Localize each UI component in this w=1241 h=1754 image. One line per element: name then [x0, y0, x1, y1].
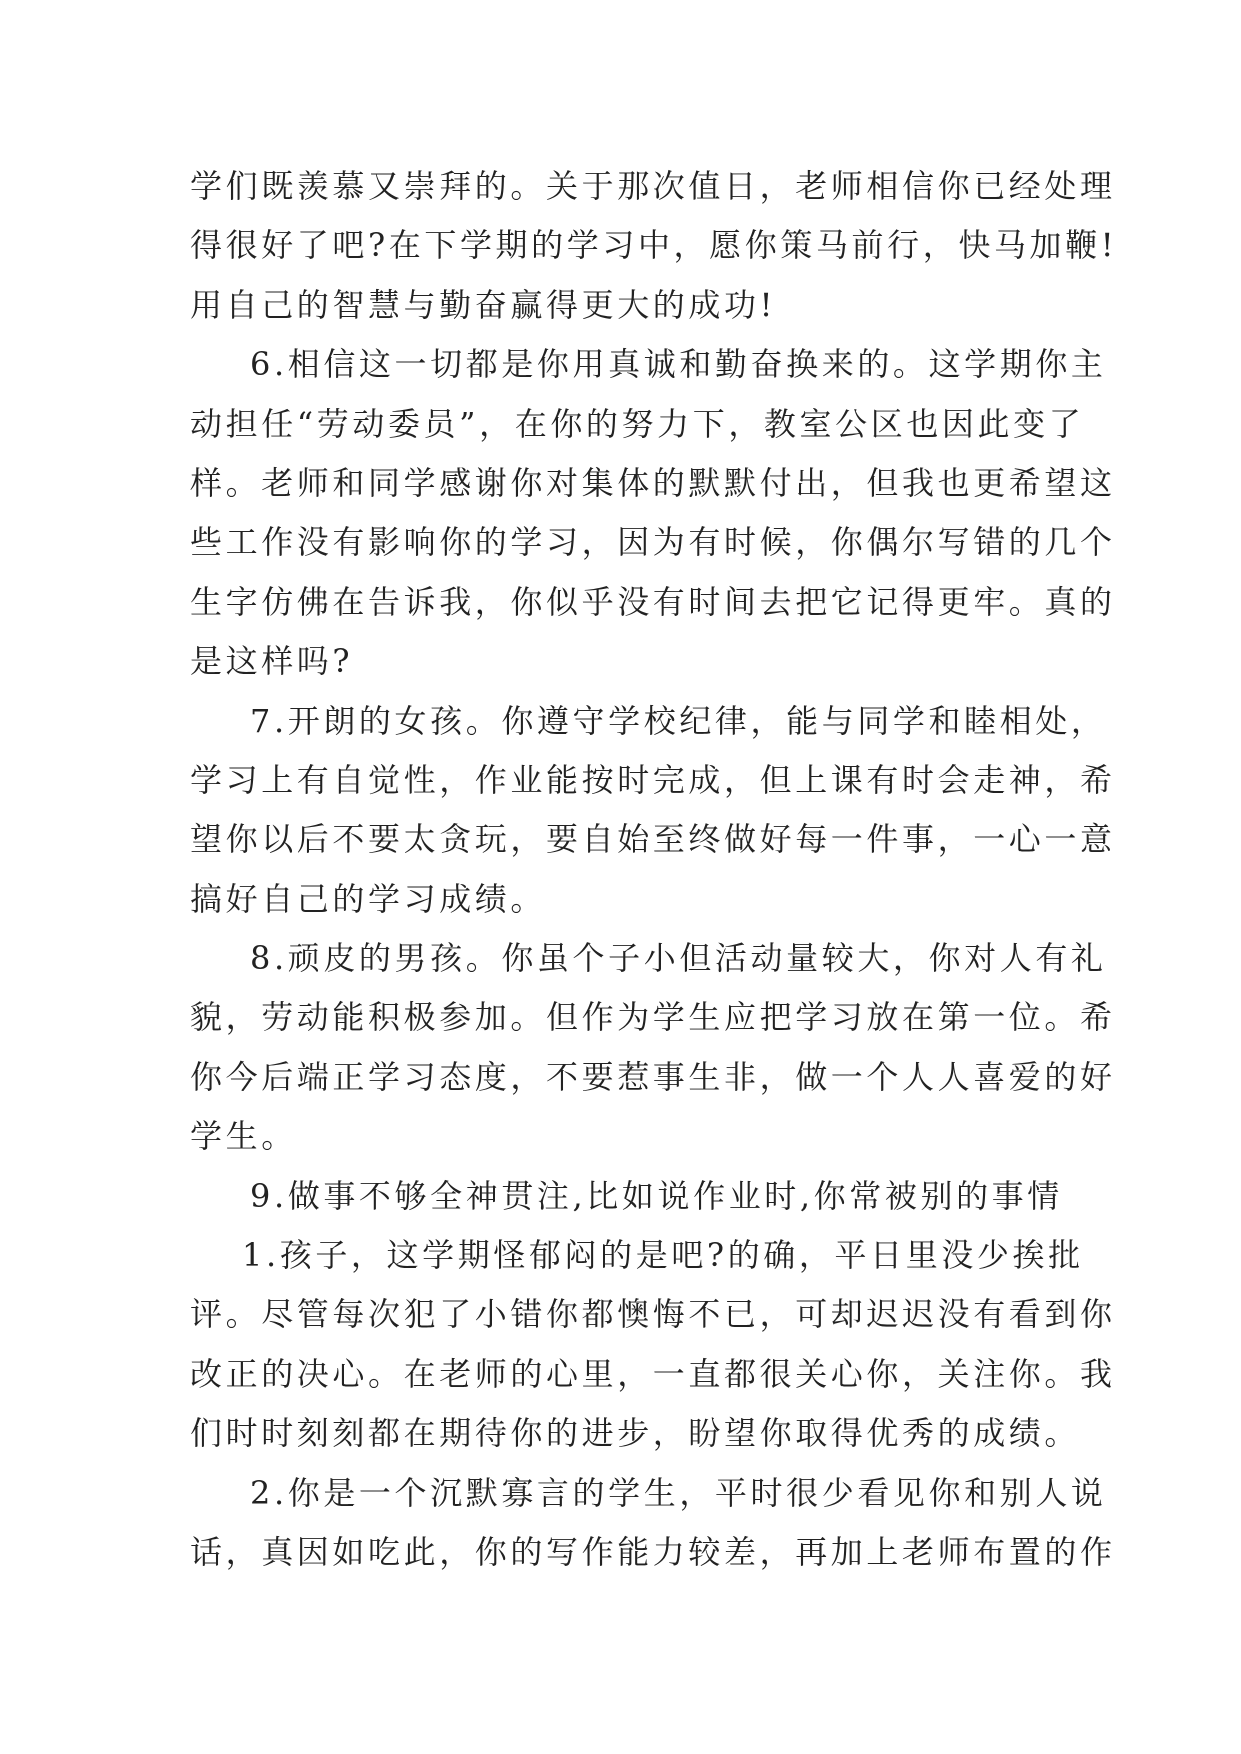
paragraph-start-line: 6.相信这一切都是你用真诚和勤奋换来的。这学期你主: [250, 345, 1107, 384]
text-line: 搞好自己的学习成绩。: [190, 879, 547, 918]
paragraph-start-line: 1.孩子，这学期怪郁闷的是吧?的确，平日里没少挨批: [242, 1236, 1084, 1275]
text-line: 貌，劳动能积极参加。但作为学生应把学习放在第一位。希: [190, 998, 1116, 1037]
paragraph-start-line: 2.你是一个沉默寡言的学生，平时很少看见你和别人说: [250, 1473, 1107, 1512]
text-line: 学习上有自觉性，作业能按时完成，但上课有时会走神，希: [190, 760, 1116, 799]
paragraph-start-line: 7.开朗的女孩。你遵守学校纪律，能与同学和睦相处，: [250, 701, 1107, 740]
text-line: 学们既羡慕又崇拜的。关于那次值日，老师相信你已经处理: [190, 167, 1116, 205]
text-line: 得很好了吧?在下学期的学习中，愿你策马前行，快马加鞭!: [190, 226, 1118, 265]
text-line: 生字仿佛在告诉我，你似乎没有时间去把它记得更牢。真的: [190, 582, 1116, 621]
text-line: 动担任“劳动委员”，在你的努力下，教室公区也因此变了: [190, 404, 1085, 443]
text-line: 改正的决心。在老师的心里，一直都很关心你，关注你。我: [190, 1354, 1116, 1393]
text-line: 是这样吗?: [190, 642, 354, 681]
text-line: 们时时刻刻都在期待你的进步，盼望你取得优秀的成绩。: [190, 1414, 1081, 1453]
text-line: 样。老师和同学感谢你对集体的默默付出，但我也更希望这: [190, 463, 1116, 502]
text-line: 评。尽管每次犯了小错你都懊悔不已，可却迟迟没有看到你: [190, 1295, 1116, 1334]
text-line: 你今后端正学习态度，不要惹事生非，做一个人人喜爱的好: [190, 1057, 1116, 1096]
text-line: 用自己的智慧与勤奋赢得更大的成功!: [190, 285, 777, 324]
text-line: 些工作没有影响你的学习，因为有时候，你偶尔写错的几个: [190, 523, 1116, 562]
paragraph-start-line: 8.顽皮的男孩。你虽个子小但活动量较大，你对人有礼: [250, 939, 1107, 978]
paragraph-start-line: 9.做事不够全神贯注,比如说作业时,你常被别的事情: [250, 1176, 1063, 1215]
text-line: 学生。: [190, 1117, 297, 1156]
text-line: 望你以后不要太贪玩，要自始至终做好每一件事，一心一意: [190, 820, 1116, 859]
document-body: [190, 157, 1118, 1582]
text-line: 话，真因如吃此，你的写作能力较差，再加上老师布置的作: [190, 1532, 1116, 1571]
